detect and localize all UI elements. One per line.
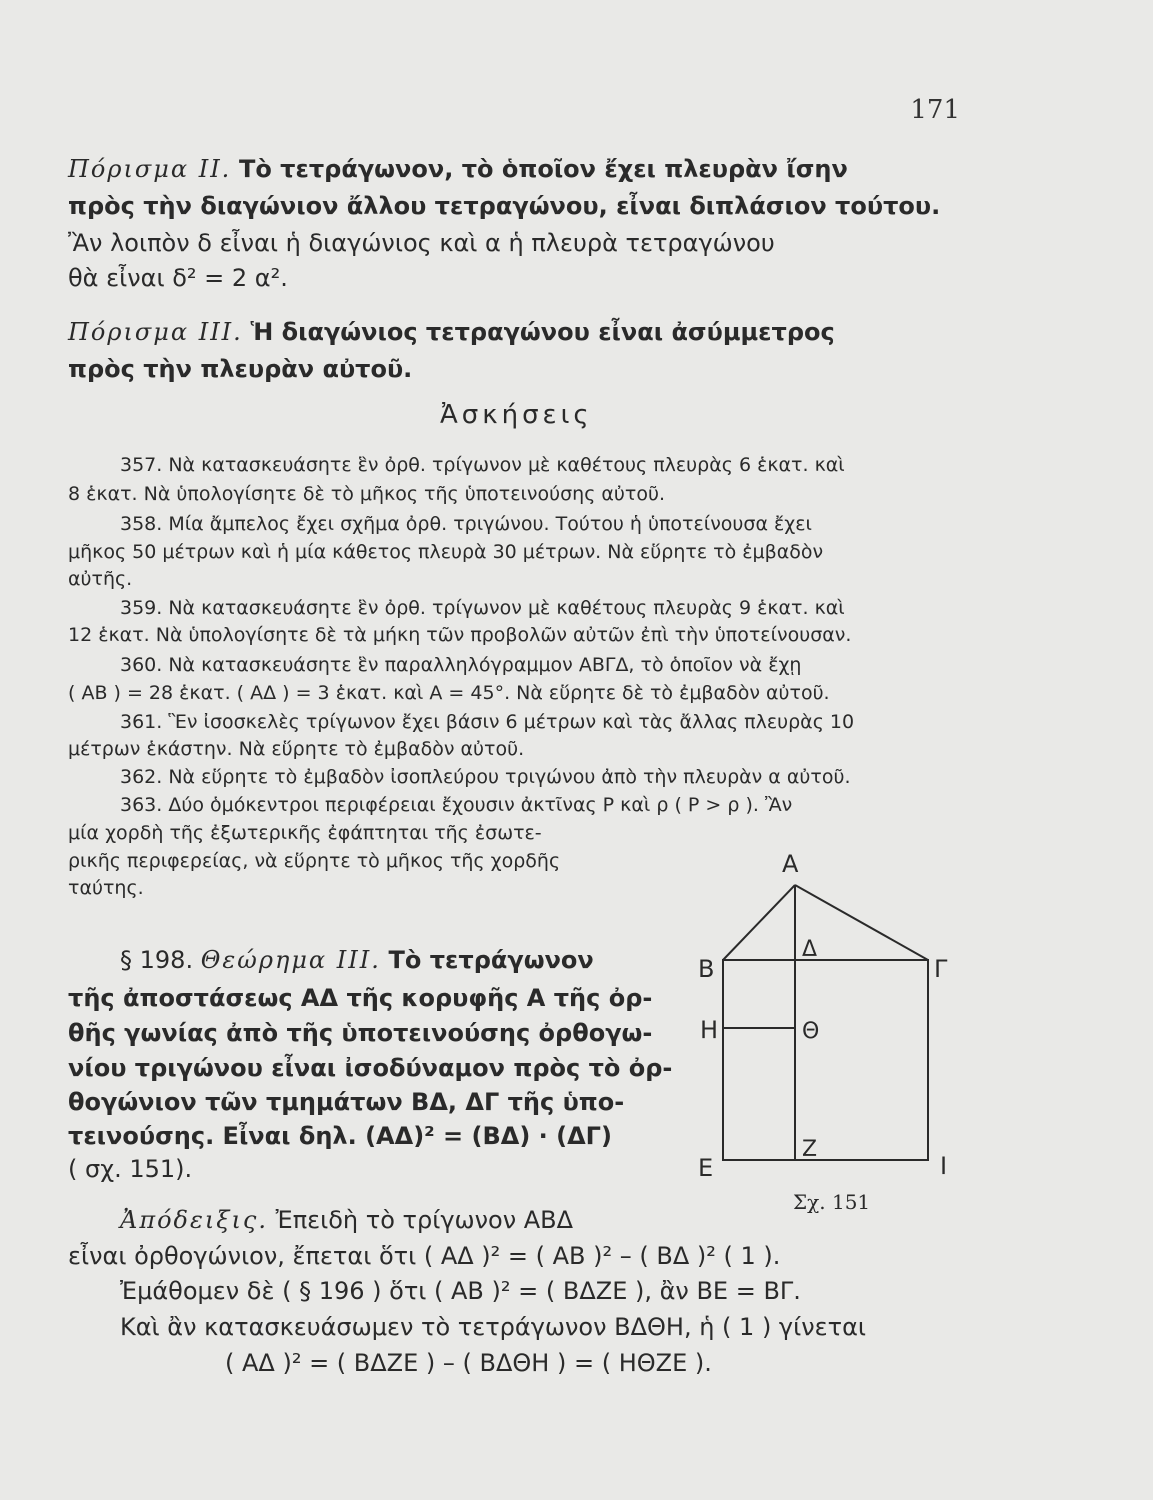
proof-line-1: Ἀπόδειξις. Ἐπειδὴ τὸ τρίγωνον ΑΒΔ bbox=[120, 1206, 574, 1234]
exercise-line: 359. Νὰ κατασκευάσητε ἓν ὀρθ. τρίγωνον μὲ καθέτους πλευρὰς 9 ἑκατ. καὶ bbox=[120, 597, 845, 619]
segment-AB bbox=[723, 885, 795, 960]
exercise-line: ( ΑΒ ) = 28 ἑκατ. ( ΑΔ ) = 3 ἑκατ. καὶ Α = 45°. Νὰ εὕρητε δὲ τὸ ἐμβαδὸν αὐτοῦ. bbox=[68, 682, 830, 704]
section-number: § 198. bbox=[120, 946, 194, 974]
label-E: Ε bbox=[698, 1154, 714, 1180]
theorem-line-1: § 198. Θεώρημα ΙΙΙ. Τὸ τετράγωνον bbox=[120, 946, 594, 974]
exercises-heading: Ἀσκήσεις bbox=[440, 400, 593, 430]
square-BDZE bbox=[723, 960, 928, 1160]
exercise-line: ρικῆς περιφερείας, νὰ εὕρητε τὸ μῆκος τῆς χορδῆς bbox=[68, 850, 561, 872]
exercise-line: 12 ἑκατ. Νὰ ὑπολογίσητε δὲ τὰ μήκη τῶν προβολῶν αὐτῶν ἐπὶ τὴν ὑποτείνουσαν. bbox=[68, 624, 852, 646]
theorem-line-5: θογώνιον τῶν τμημάτων ΒΔ, ΔΓ τῆς ὑπο- bbox=[68, 1088, 625, 1116]
theorem-line-6: τεινούσης. Εἶναι δηλ. (ΑΔ)² = (ΒΔ) · (ΔΓ) bbox=[68, 1122, 612, 1150]
porisma-2-line-2: πρὸς τὴν διαγώνιον ἄλλου τετραγώνου, εἶναι διπλάσιον τούτου. bbox=[68, 192, 941, 220]
theorem-label: Θεώρημα ΙΙΙ. bbox=[200, 946, 381, 974]
exercise-line: 361. Ἓν ἰσοσκελὲς τρίγωνον ἔχει βάσιν 6 μέτρων καὶ τὰς ἄλλας πλευρὰς 10 bbox=[120, 711, 855, 733]
label-Th: Θ bbox=[802, 1019, 820, 1044]
exercise-line: 362. Νὰ εὕρητε τὸ ἐμβαδὸν ἰσοπλεύρου τριγώνου ἀπὸ τὴν πλευρὰν α αὐτοῦ. bbox=[120, 766, 851, 788]
proof-line-4: Καὶ ἂν κατασκευάσωμεν τὸ τετράγωνον ΒΔΘΗ, ἡ ( 1 ) γίνεται bbox=[120, 1313, 867, 1341]
exercise-line: 360. Νὰ κατασκευάσητε ἓν παραλληλόγραμμον ΑΒΓΔ, τὸ ὁποῖον νὰ ἔχῃ bbox=[120, 654, 802, 676]
theorem-line-7: ( σχ. 151). bbox=[68, 1155, 193, 1183]
page-number: 171 bbox=[910, 95, 960, 125]
label-H: Η bbox=[700, 1016, 719, 1044]
theorem-line-2: τῆς ἀποστάσεως ΑΔ τῆς κορυφῆς Α τῆς ὀρ- bbox=[68, 984, 653, 1012]
theorem-line-4: νίου τριγώνου εἶναι ἰσοδύναμον πρὸς τὸ ὀρ- bbox=[68, 1054, 673, 1082]
porisma-3-label: Πόρισμα ΙΙΙ. bbox=[68, 318, 243, 346]
exercise-line: 358. Μία ἄμπελος ἔχει σχῆμα ὀρθ. τριγώνου. Τούτου ἡ ὑποτείνουσα ἔχει bbox=[120, 513, 812, 535]
porisma-3-line-2: πρὸς τὴν πλευρὰν αὐτοῦ. bbox=[68, 355, 413, 383]
label-Z: Ζ bbox=[802, 1137, 818, 1162]
porisma-2-line-3: Ἂν λοιπὸν δ εἶναι ἡ διαγώνιος καὶ α ἡ πλευρὰ τετραγώνου bbox=[68, 229, 775, 257]
label-A: Α bbox=[782, 850, 799, 878]
porisma-2-line-4: θὰ εἶναι δ² = 2 α². bbox=[68, 264, 288, 292]
exercise-line: αὐτῆς. bbox=[68, 568, 133, 590]
exercise-line: μία χορδὴ τῆς ἐξωτερικῆς ἐφάπτηται τῆς ἐσωτε- bbox=[68, 822, 542, 844]
figure-151 bbox=[690, 840, 990, 1180]
proof-line-2: εἶναι ὀρθογώνιον, ἔπεται ὅτι ( ΑΔ )² = ( ΑΒ )² – ( ΒΔ )² ( 1 ). bbox=[68, 1242, 781, 1270]
porisma-2-label: Πόρισμα ΙΙ. bbox=[68, 155, 232, 183]
proof-label: Ἀπόδειξις. bbox=[120, 1206, 268, 1234]
exercise-line: 357. Νὰ κατασκευάσητε ἓν ὀρθ. τρίγωνον μὲ καθέτους πλευρὰς 6 ἑκατ. καὶ bbox=[120, 454, 845, 476]
exercise-line: μέτρων ἑκάστην. Νὰ εὕρητε τὸ ἐμβαδὸν αὐτοῦ. bbox=[68, 738, 525, 760]
exercise-line: ταύτης. bbox=[68, 877, 144, 899]
proof-line-5: ( ΑΔ )² = ( ΒΔΖΕ ) – ( ΒΔΘΗ ) = ( ΗΘΖΕ ). bbox=[225, 1349, 712, 1377]
label-G: Γ bbox=[934, 955, 948, 983]
exercise-line: μῆκος 50 μέτρων καὶ ἡ μία κάθετος πλευρὰ 30 μέτρων. Νὰ εὕρητε τὸ ἐμβαδὸν bbox=[68, 541, 824, 563]
porisma-2-line-1: Πόρισμα ΙΙ. Τὸ τετράγωνον, τὸ ὁποῖον ἔχει πλευρὰν ἴσην bbox=[68, 155, 848, 183]
theorem-line-3: θῆς γωνίας ἀπὸ τῆς ὑποτεινούσης ὀρθογω- bbox=[68, 1019, 653, 1047]
figure-caption: Σχ. 151 bbox=[793, 1190, 871, 1214]
label-D: Δ bbox=[802, 937, 818, 962]
proof-line-3: Ἐμάθομεν δὲ ( § 196 ) ὅτι ( ΑΒ )² = ( ΒΔΖΕ ), ἂν ΒΕ = ΒΓ. bbox=[120, 1277, 801, 1305]
exercise-line: 363. Δύο ὁμόκεντροι περιφέρειαι ἔχουσιν ἀκτῖνας Ρ καὶ ρ ( Ρ > ρ ). Ἂν bbox=[120, 794, 793, 816]
porisma-3-line-1: Πόρισμα ΙΙΙ. Ἡ διαγώνιος τετραγώνου εἶναι ἀσύμμετρος bbox=[68, 318, 835, 346]
exercise-line: 8 ἑκατ. Νὰ ὑπολογίσητε δὲ τὸ μῆκος τῆς ὑποτεινούσης αὐτοῦ. bbox=[68, 483, 666, 505]
label-B: Β bbox=[698, 955, 715, 983]
label-I: Ι bbox=[940, 1152, 948, 1180]
